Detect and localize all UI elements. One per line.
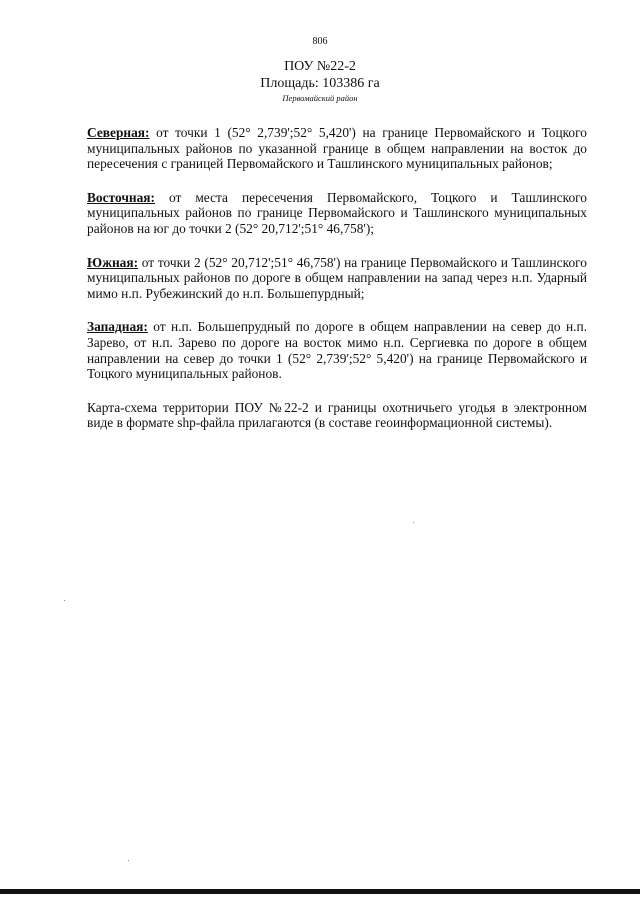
area-line: Площадь: 103386 га (260, 76, 380, 91)
section-text: от н.п. Большепрудный по дороге в общем направлении на север до н.п. Зарево, от н.п. Зарево по дороге на восток мимо н.п. Сергиевка по дороге в общем направлении на север до точки 1 (52° 2,739';52° 5,420') на границе Первомайского и Тоцкого муниципальных районов. (87, 319, 587, 382)
section-label: Восточная: (87, 189, 155, 205)
section-north (87, 125, 587, 172)
section-label: Северная: (87, 125, 150, 140)
section-text: от точки 2 (52° 20,712';51° 46,758') на границе Первомайского и Ташлинского муниципальных районов по дороге в общем направлении на запад через н.п. Ударный мимо н.п. Рубежинский до н.п. Большепурдный; (87, 254, 587, 301)
scan-speck (413, 522, 414, 523)
section-south (87, 255, 587, 302)
section-text: от места пересечения Первомайского, Тоцкого и Ташлинского муниципальных районов по границе Первомайского и Ташлинского муниципальных районов на юг до точки 2 (52° 20,712';51° 46,758'); (87, 189, 587, 236)
section-text: от точки 1 (52° 2,739';52° 5,420') на границе Первомайского и Тоцкого муниципальных районов по указанной границе в общем направлении на восток до пересечения с границей Первомайского и Ташлинского муниципальных районов; (87, 125, 587, 172)
document-header (0, 58, 640, 104)
bottom-scan-border (0, 889, 640, 894)
section-east (87, 190, 587, 237)
section-label: Южная: (87, 254, 139, 270)
scan-speck (64, 600, 65, 601)
section-west (87, 319, 587, 381)
district-subtitle: Первомайский район (282, 93, 358, 103)
document-title: ПОУ №22-2 (284, 59, 356, 74)
document-body (87, 125, 587, 449)
scan-speck (128, 860, 129, 861)
closing-paragraph: Карта-схема территории ПОУ №22-2 и границы охотничьего угодья в электронном виде в формате shp-файла прилагаются (в составе геоинформационной системы). (87, 399, 587, 431)
page-number: 806 (312, 36, 328, 47)
section-label: Западная: (87, 319, 148, 335)
